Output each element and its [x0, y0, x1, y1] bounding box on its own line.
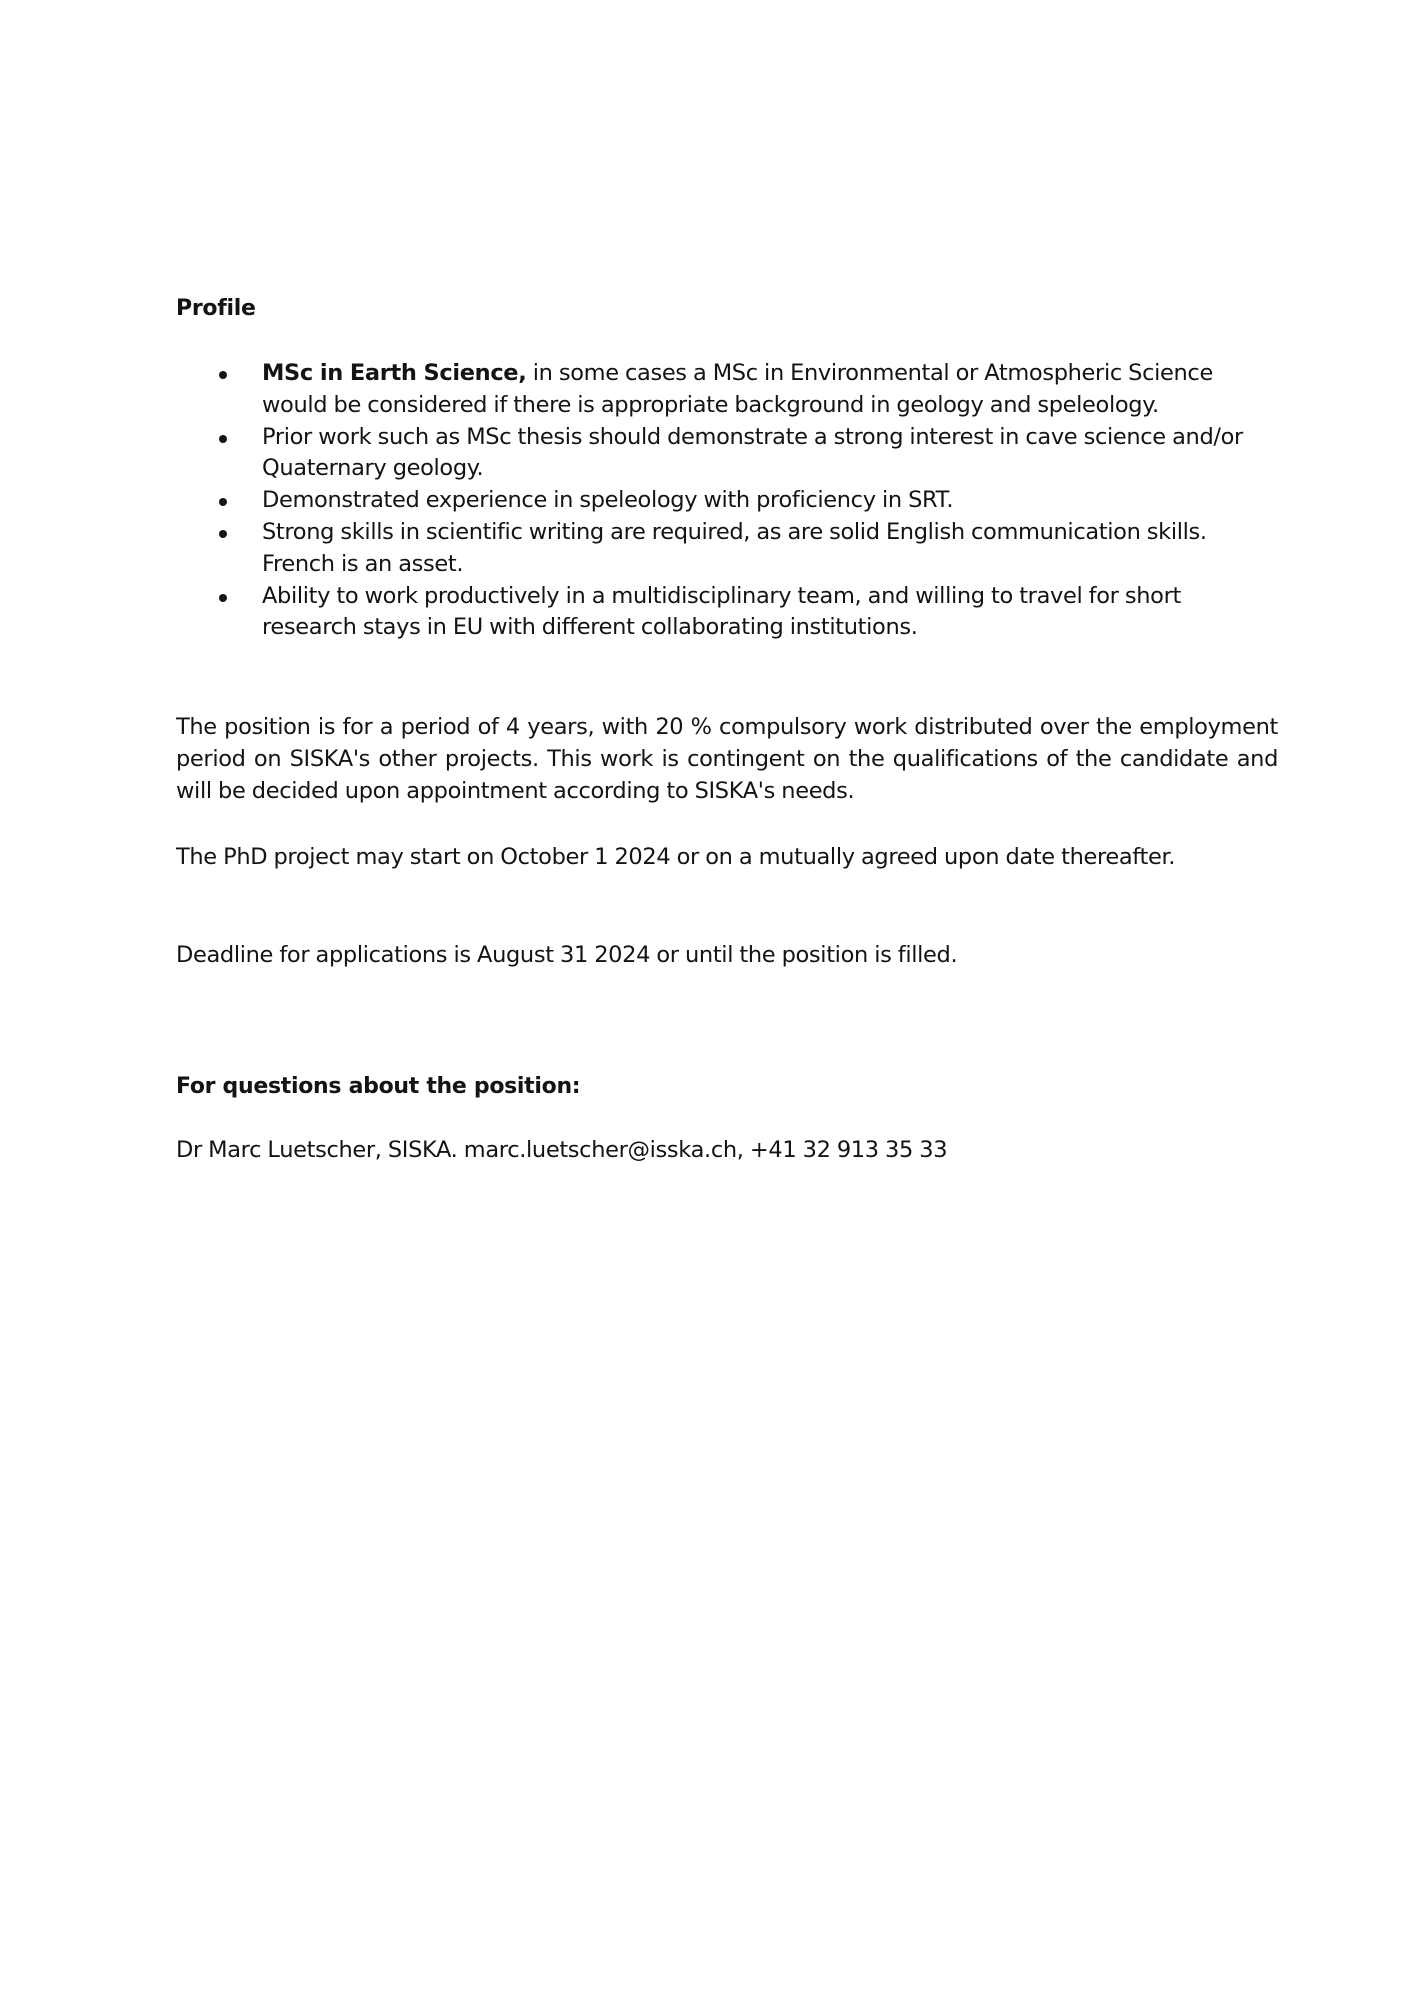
bullet-icon	[219, 530, 227, 538]
requirement-text: Ability to work productively in a multidisciplinary team, and willing to travel for short research stays in EU with different collaborating institutions.	[262, 582, 1181, 641]
deadline-paragraph: Deadline for applications is August 31 2024 or until the position is filled.	[176, 942, 958, 968]
bullet-icon	[219, 594, 227, 602]
contact-email[interactable]: marc.luetscher@isska.ch	[463, 1137, 737, 1163]
list-item	[176, 422, 1278, 486]
contact-line	[176, 1134, 1278, 1166]
requirement-text: in some cases a MSc in Environmental or Atmospheric Science would be considered if there is appropriate background in geology and speleology.	[262, 360, 1213, 418]
requirement-lead: MSc in Earth Science,	[262, 360, 527, 386]
contact-separator: ,	[736, 1137, 750, 1163]
start-date-paragraph: The PhD project may start on October 1 2024 or on a mutually agreed upon date thereafter.	[176, 844, 1176, 870]
list-item	[176, 358, 1278, 422]
requirement-text: Strong skills in scientific writing are required, as are solid English communication skills. French is an asset.	[262, 518, 1207, 577]
contact-name: Dr Marc Luetscher, SISKA.	[176, 1137, 464, 1163]
bullet-icon	[219, 498, 227, 506]
contact-phone: +41 32 913 35 33	[749, 1137, 948, 1163]
list-item	[176, 581, 1278, 645]
bullet-icon	[219, 435, 227, 443]
questions-heading: For questions about the position:	[176, 1074, 581, 1099]
requirement-text: Prior work such as MSc thesis should demonstrate a strong interest in cave science and/or Quaternary geology.	[262, 423, 1243, 482]
bullet-icon	[219, 371, 227, 379]
requirement-text: Demonstrated experience in speleology with proficiency in SRT.	[262, 487, 954, 514]
list-item	[176, 517, 1278, 581]
profile-requirements-list	[176, 358, 1278, 644]
position-period-paragraph: The position is for a period of 4 years, with 20 % compulsory work distributed over the employment period on SISKA's other projects. This work is contingent on the qualifications of the candidate and will be decided upon appointment according to SISKA's needs.	[176, 714, 1278, 804]
profile-heading: Profile	[176, 296, 256, 321]
list-item	[176, 485, 1278, 517]
